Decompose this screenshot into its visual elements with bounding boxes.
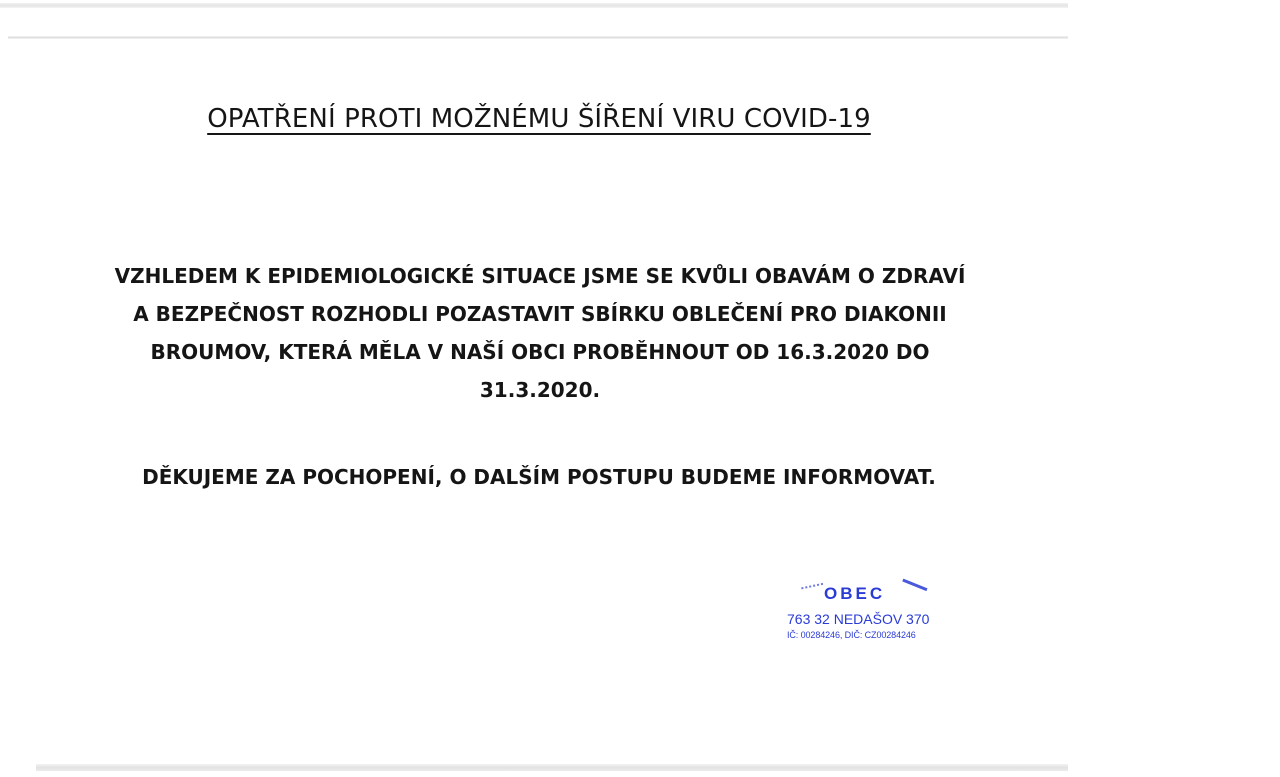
stamp-address: 763 32 NEDAŠOV 370 — [787, 611, 930, 627]
notice-body-line: BROUMOV, KTERÁ MĚLA V NAŠÍ OBCI PROBĚHNOUT OD 16.3.2020 DO — [150, 340, 930, 364]
stamp-heading: OBEC — [824, 584, 886, 603]
municipal-stamp — [780, 578, 950, 650]
notice-body-line: 31.3.2020. — [479, 378, 601, 402]
stamp-arc-left — [801, 583, 825, 597]
notice-body-line: VZHLEDEM K EPIDEMIOLOGICKÉ SITUACE JSME SE KVŮLI OBAVÁM O ZDRAVÍ — [114, 264, 966, 288]
scan-edge-top-inner — [8, 36, 1068, 39]
notice-title: OPATŘENÍ PROTI MOŽNÉMU ŠÍŘENÍ VIRU COVID-19 — [207, 104, 871, 134]
notice-body — [90, 257, 990, 409]
stamp-ids: IČ: 00284246, DIČ: CZ00284246 — [787, 630, 916, 640]
notice-thanks: DĚKUJEME ZA POCHOPENÍ, O DALŠÍM POSTUPU BUDEME INFORMOVAT. — [142, 465, 936, 489]
scan-edge-bottom — [36, 764, 1068, 771]
notice-body-line: A BEZPEČNOST ROZHODLI POZASTAVIT SBÍRKU OBLEČENÍ PRO DIAKONII — [133, 302, 947, 326]
stamp-arc-right — [899, 579, 928, 601]
scan-edge-top — [0, 3, 1068, 8]
